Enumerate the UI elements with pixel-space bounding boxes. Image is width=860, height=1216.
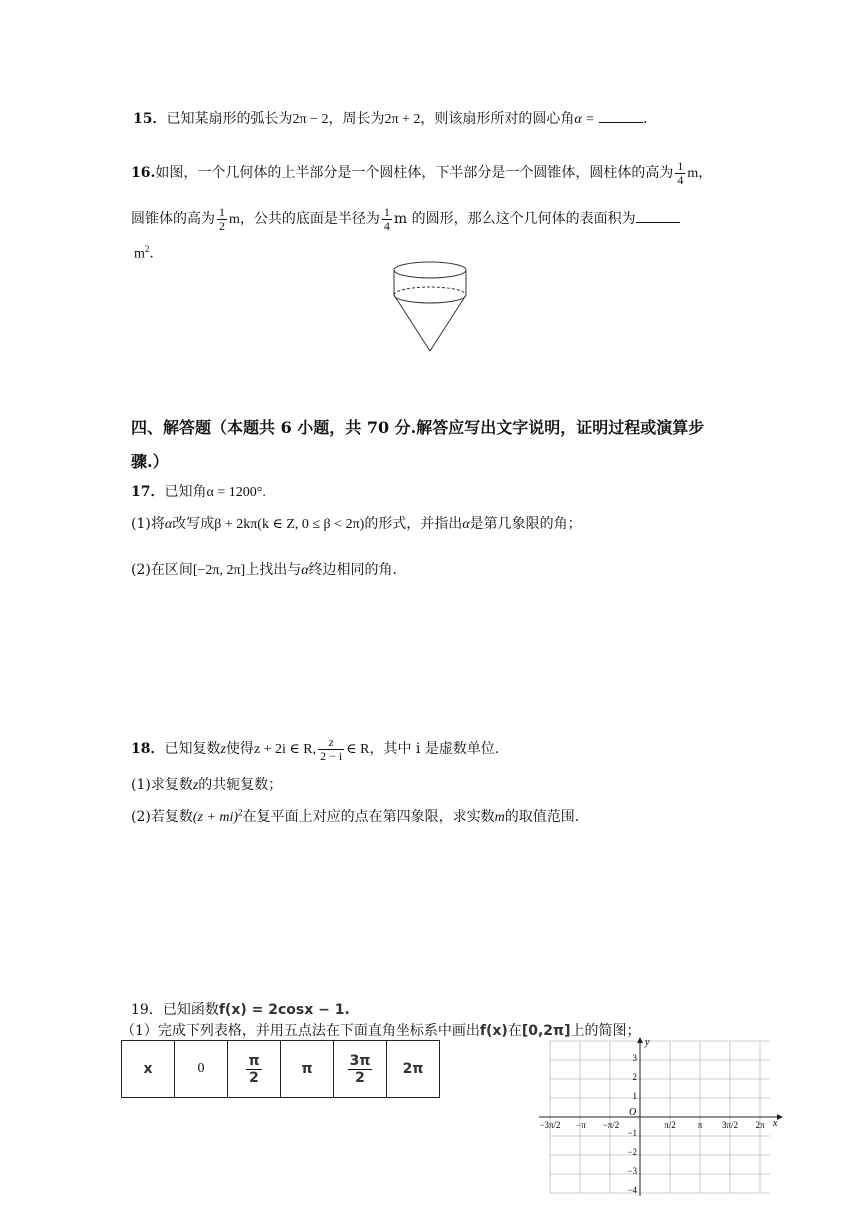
exponent: 2 xyxy=(144,244,150,254)
fraction xyxy=(348,1053,373,1086)
math-expr: f(x) xyxy=(479,1023,508,1039)
table-cell: 0 xyxy=(175,1041,228,1098)
fraction-numerator: 3π xyxy=(349,1052,371,1069)
y-axis-arrow xyxy=(637,1037,643,1043)
fraction xyxy=(675,160,685,187)
math-expr: α = xyxy=(574,112,595,127)
unit: m xyxy=(229,212,240,227)
table-row xyxy=(122,1041,440,1098)
fraction-denominator: 2 xyxy=(355,1069,365,1086)
x-tick-label: π xyxy=(697,1120,703,1130)
section-title-cont: 骤.） xyxy=(131,452,169,471)
question-15 xyxy=(133,108,648,128)
fraction xyxy=(246,1053,261,1086)
math-expr: f(x) = 2cosx − 1. xyxy=(218,1002,350,1018)
question-text: 的形式，并指出 xyxy=(364,516,463,532)
part-label: (2)在区间 xyxy=(131,562,193,578)
x-tick-label: π/2 xyxy=(664,1120,676,1130)
x-tick-label: −3π/2 xyxy=(539,1120,561,1130)
math-expr: ∈ R xyxy=(346,742,370,757)
period: . xyxy=(149,245,154,262)
question-text: 已知函数 xyxy=(162,1002,219,1018)
math-expr: 2π − 2 xyxy=(292,112,329,127)
y-tick-label: 2 xyxy=(632,1072,637,1082)
question-18-part1 xyxy=(131,774,282,794)
exponent: 2 xyxy=(238,807,243,818)
x-tick-label: 3π/2 xyxy=(721,1120,739,1130)
question-16-line1 xyxy=(131,156,712,190)
fraction-numerator: z xyxy=(318,736,344,750)
question-text: 使得 xyxy=(225,741,254,757)
question-17-part2 xyxy=(131,559,397,579)
table-cell xyxy=(334,1041,387,1098)
answer-blank[interactable] xyxy=(599,122,643,123)
question-text: 圆锥体的高为 xyxy=(131,211,215,227)
unit: m xyxy=(687,166,699,181)
math-var: α xyxy=(301,563,309,578)
y-tick-label: 3 xyxy=(632,1053,637,1063)
question-17 xyxy=(131,481,266,501)
y-axis-label: y xyxy=(645,1037,650,1048)
math-expr: β + 2kπ(k ∈ Z, 0 ≤ β < 2π) xyxy=(214,517,365,532)
question-text: 已知角 xyxy=(164,484,207,500)
fraction-numerator: 1 xyxy=(383,204,390,219)
y-tick-label: −1 xyxy=(627,1128,637,1138)
question-text: 已知复数 xyxy=(164,741,221,757)
question-text: ，公共的底面是半径为 xyxy=(239,211,380,227)
answer-blank[interactable] xyxy=(636,222,680,223)
fraction-denominator: 4 xyxy=(677,172,684,187)
question-text: 已知某扇形的弧长为 xyxy=(166,111,293,127)
question-19 xyxy=(131,999,350,1019)
math-var: m xyxy=(494,810,505,825)
question-number: 18． xyxy=(131,741,165,757)
table-cell-x: x xyxy=(122,1041,175,1098)
fraction-denominator: 4 xyxy=(383,218,390,233)
table-cell: 2π xyxy=(387,1041,440,1098)
fraction xyxy=(217,206,227,233)
y-tick-labels xyxy=(627,1053,637,1195)
question-text: 在 xyxy=(507,1023,522,1039)
origin-label: O xyxy=(629,1107,637,1118)
y-tick-label: −4 xyxy=(627,1185,637,1195)
question-number: 17． xyxy=(131,484,165,500)
table-cell xyxy=(228,1041,281,1098)
question-number: 15． xyxy=(133,111,167,127)
math-expr: [−2π, 2π] xyxy=(192,563,246,578)
math-var: z xyxy=(192,778,199,793)
question-16-line3 xyxy=(134,244,154,263)
question-text: 终边相同的角. xyxy=(308,562,398,578)
value-table xyxy=(121,1040,440,1098)
question-16-line2 xyxy=(131,202,680,236)
part-label: (1)求复数 xyxy=(131,777,193,793)
question-18-part2 xyxy=(131,806,579,826)
x-tick-label: 2π xyxy=(755,1120,765,1130)
x-tick-labels xyxy=(539,1120,765,1130)
math-var: α xyxy=(164,517,173,532)
question-number: 19． xyxy=(131,1002,163,1018)
x-axis-label: x xyxy=(773,1118,778,1129)
x-tick-label: −π xyxy=(576,1120,586,1130)
math-var: z xyxy=(220,742,226,757)
question-text: ，则该扇形所对的圆心角 xyxy=(420,111,575,127)
unit: m xyxy=(134,246,145,262)
table-cell: π xyxy=(281,1041,334,1098)
part-label: （1）完成下列表格，并用五点法在下面直角坐标系中画出 xyxy=(121,1023,480,1039)
question-text: 是第几象限的角； xyxy=(469,516,582,532)
fraction xyxy=(318,736,344,763)
part-label: (1)将 xyxy=(131,516,165,532)
fraction-denominator: 2 xyxy=(249,1069,259,1086)
question-text: ，周长为 xyxy=(328,111,385,127)
math-expr: α = 1200°. xyxy=(206,485,266,500)
math-expr: [0,2π] xyxy=(521,1023,571,1039)
question-text: ，其中 i 是虚数单位. xyxy=(369,741,500,757)
period: . xyxy=(643,111,648,127)
question-text: 上找出与 xyxy=(245,562,302,578)
x-tick-label: −π/2 xyxy=(602,1120,620,1130)
question-text: m 的圆形，那么这个几何体的表面积为 xyxy=(393,211,636,227)
cylinder-cone-figure xyxy=(385,258,475,356)
math-expr: (z + mi) xyxy=(192,810,239,825)
question-17-part1 xyxy=(131,513,582,533)
math-expr: 2π + 2 xyxy=(384,112,421,127)
fraction-denominator: 2 − i xyxy=(320,748,343,763)
fraction-numerator: π xyxy=(248,1052,260,1069)
fraction-numerator: 1 xyxy=(219,204,225,219)
fraction-denominator: 2 xyxy=(219,218,225,233)
question-text: 如图，一个几何体的上半部分是一个圆柱体，下半部分是一个圆锥体，圆柱体的高为 xyxy=(155,165,674,181)
section-title: 四、解答题（本题共 6 小题，共 70 分.解答应写出文字说明，证明过程或演算步 xyxy=(131,418,705,437)
part-label: (2)若复数 xyxy=(131,809,193,825)
question-text: 改写成 xyxy=(172,516,215,532)
math-expr: z + 2i ∈ R, xyxy=(253,742,317,757)
y-tick-label: 1 xyxy=(632,1091,637,1101)
question-18 xyxy=(131,731,499,767)
punct: ， xyxy=(698,165,713,181)
question-text: 上的简图； xyxy=(570,1023,641,1039)
math-var: α xyxy=(462,517,470,532)
fraction-numerator: 1 xyxy=(677,158,684,173)
fraction xyxy=(382,206,392,233)
coordinate-grid xyxy=(535,1036,785,1201)
question-text: 在复平面上对应的点在第四象限，求实数 xyxy=(242,809,495,825)
y-tick-label: −2 xyxy=(627,1147,637,1157)
question-text: 的共轭复数； xyxy=(198,777,283,793)
question-number: 16. xyxy=(131,165,156,181)
question-text: 的取值范围. xyxy=(504,809,580,825)
y-tick-label: −3 xyxy=(627,1166,637,1176)
x-axis-arrow xyxy=(777,1114,783,1120)
